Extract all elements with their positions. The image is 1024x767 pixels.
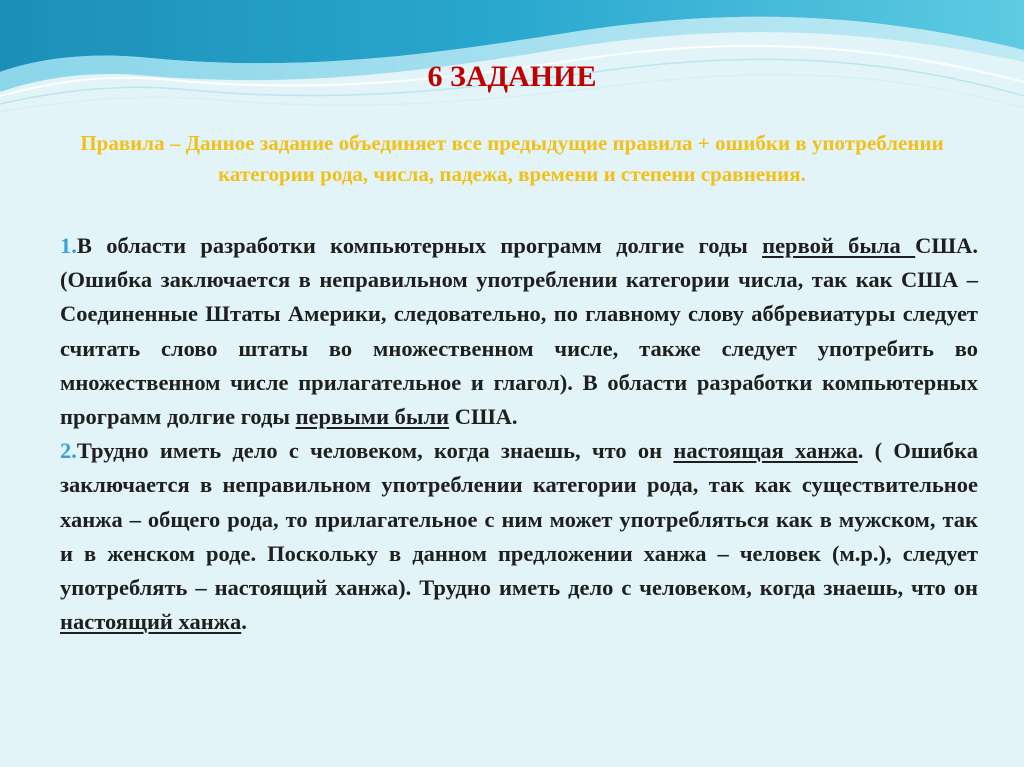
item-text-middle: . ( Ошибка заключается в неправильном употреблении категории рода, так как существительное ханжа – общего рода, то прилагательное с ним может употребляться как в мужском, так и в женском роде. Поскольку в данном предложении ханжа – человек (м.р.), следует употреблять – настоящий ханжа). Трудно иметь дело с человеком, когда знаешь, что он: [60, 438, 978, 601]
example-item-1: [60, 229, 978, 434]
example-item-2: [60, 434, 978, 639]
item-text-before: Трудно иметь дело с человеком, когда знаешь, что он: [76, 438, 674, 464]
item-text-before: В области разработки компьютерных программ долгие годы: [76, 233, 763, 258]
item-text-after: США.: [449, 404, 518, 430]
error-phrase: настоящая ханжа: [673, 438, 858, 464]
item-number: 2.: [60, 438, 77, 464]
examples-list: [60, 229, 978, 639]
rules-text: Правила – Данное задание объединяет все предыдущие правила + ошибки в употреблении категории рода, числа, падежа, времени и степени сравнения.: [80, 131, 944, 186]
correct-phrase: настоящий ханжа: [60, 609, 242, 635]
correct-phrase: первыми были: [295, 404, 450, 430]
error-phrase: первой была: [762, 233, 916, 258]
item-text-after: .: [241, 609, 247, 635]
slide-title: 6 ЗАДАНИЕ: [427, 60, 597, 93]
item-number: 1.: [60, 233, 77, 258]
item-text-middle: США. (Ошибка заключается в неправильном употреблении категории числа, так как США – Соединенные Штаты Америки, следовательно, по главному слову аббревиатуры следует считать слово штаты во множественном числе, также следует употребить во множественном числе прилагательное и глагол). В области разработки компьютерных программ долгие годы: [60, 233, 978, 430]
